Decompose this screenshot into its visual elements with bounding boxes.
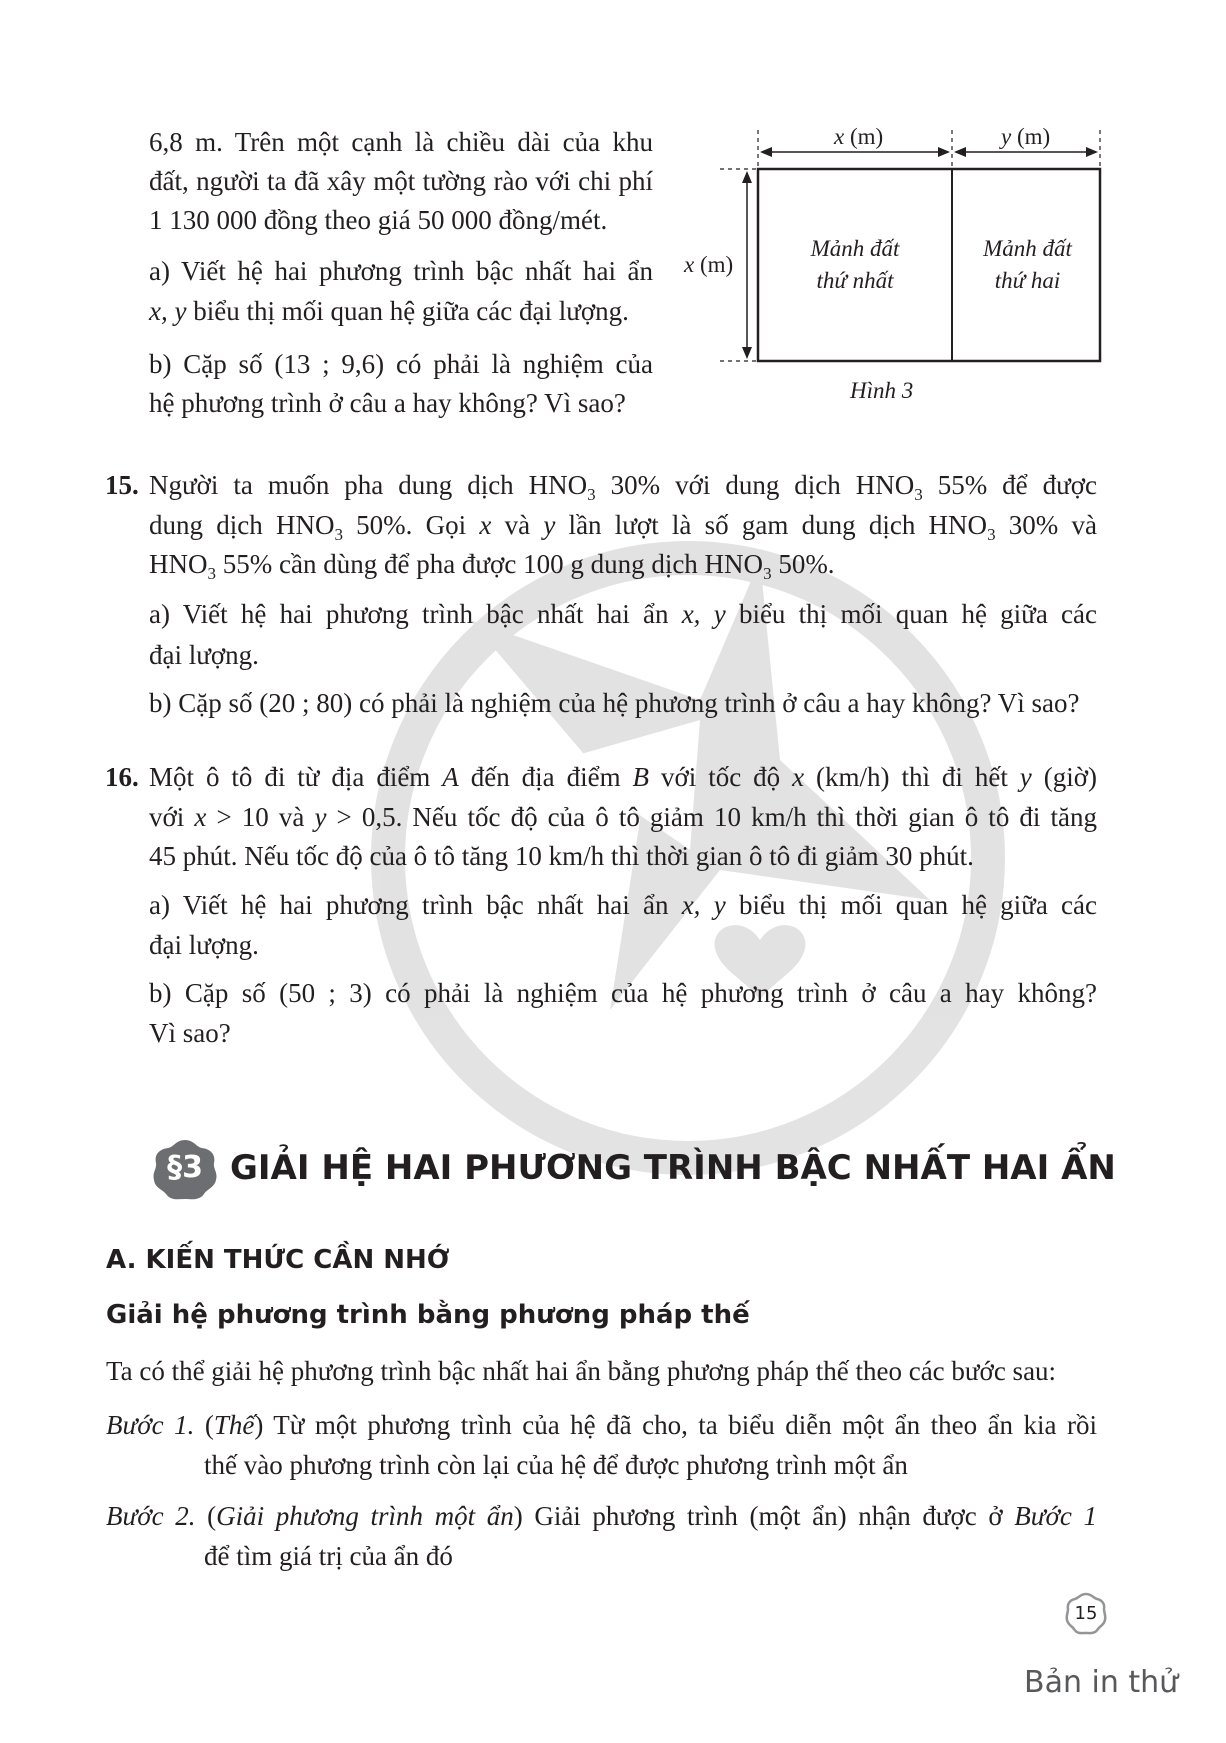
question-16-part-b-line-1: b) Cặp số (50 ; 3) có phải là nghiệm của hệ phương trình ở câu a hay không? bbox=[149, 978, 1097, 1008]
intro-part-b-line-2: hệ phương trình ở câu a hay không? Vì sao? bbox=[149, 388, 626, 418]
plot-1-label-line-1: Mảnh đất bbox=[810, 236, 900, 261]
question-15-number: 15. bbox=[105, 470, 139, 500]
var-xy: x, y bbox=[149, 296, 187, 326]
step-1-line-2: thế vào phương trình còn lại của hệ để được phương trình một ẩn bbox=[204, 1450, 908, 1480]
plot-1-label-line-2: thứ nhất bbox=[816, 268, 894, 293]
figure-label-top-y: y (m) bbox=[1001, 124, 1051, 149]
question-16-part-a-line-2: đại lượng. bbox=[149, 930, 259, 960]
step-2-line-1: Bước 2. (Giải phương trình một ẩn) Giải phương trình (một ẩn) nhận được ở Bước 1 bbox=[106, 1501, 1097, 1531]
step-2-line-2: để tìm giá trị của ẩn đó bbox=[204, 1541, 453, 1571]
method-subheading: Giải hệ phương trình bằng phương pháp thế bbox=[106, 1300, 750, 1330]
section-title: GIẢI HỆ HAI PHƯƠNG TRÌNH BẬC NHẤT HAI ẨN bbox=[230, 1148, 1116, 1188]
figure-label-left-x: x (m) bbox=[684, 252, 734, 277]
question-16-line-2: với x > 10 và y > 0,5. Nếu tốc độ của ô tô giảm 10 km/h thì thời gian ô tô đi tăng bbox=[149, 802, 1097, 832]
question-15-part-a-line-1: a) Viết hệ hai phương trình bậc nhất hai ẩn x, y biểu thị mối quan hệ giữa các bbox=[149, 599, 1098, 629]
section-badge-label: §3 bbox=[167, 1150, 203, 1185]
proof-watermark-text: Bản in thử bbox=[1024, 1665, 1179, 1700]
question-15-line-1: Người ta muốn pha dung dịch $HNO_3$ 30% với dung dịch $HNO_3$ 55% để được bbox=[149, 470, 1097, 504]
step-1-line-1: Bước 1. (Thế) Từ một phương trình của hệ đã cho, ta biểu diễn một ẩn theo ẩn kia rồi bbox=[106, 1410, 1097, 1440]
intro-part-a-line-2: x, y biểu thị mối quan hệ giữa các đại lượng. bbox=[149, 296, 629, 326]
question-15-line-3: $HNO_3$ 55% cần dùng để pha được 100 g dung dịch $HNO_3$ 50%. bbox=[149, 549, 835, 583]
question-15-part-a-line-2: đại lượng. bbox=[149, 640, 259, 670]
plot-2-label-line-2: thứ hai bbox=[994, 268, 1061, 293]
page-number bbox=[1064, 1592, 1108, 1636]
plot-2-label-line-1: Mảnh đất bbox=[983, 236, 1072, 261]
intro-line-1: 6,8 m. Trên một cạnh là chiều dài của khu bbox=[149, 127, 653, 157]
intro-part-a-line-1: a) Viết hệ hai phương trình bậc nhất hai ẩn bbox=[149, 256, 653, 286]
question-16-part-a-line-1: a) Viết hệ hai phương trình bậc nhất hai ẩn x, y biểu thị mối quan hệ giữa các bbox=[149, 890, 1098, 920]
question-15-part-b: b) Cặp số (20 ; 80) có phải là nghiệm của hệ phương trình ở câu a hay không? Vì sao? bbox=[149, 688, 1080, 718]
question-16-number: 16. bbox=[105, 762, 139, 792]
figure-label-top-x: x (m) bbox=[834, 124, 884, 149]
question-16-line-1: Một ô tô đi từ địa điểm A đến địa điểm B với tốc độ x (km/h) thì đi hết y (giờ) bbox=[149, 762, 1097, 792]
question-16-part-b-line-2: Vì sao? bbox=[149, 1018, 231, 1048]
page-number-label: 15 bbox=[1074, 1603, 1098, 1624]
intro-line-3: 1 130 000 đồng theo giá 50 000 đồng/mét. bbox=[149, 205, 608, 235]
question-15-line-2: dung dịch $HNO_3$ 50%. Gọi x và y lần lượt là số gam dung dịch $HNO_3$ 30% và bbox=[149, 510, 1098, 544]
part-a-heading: A. KIẾN THỨC CẦN NHỚ bbox=[106, 1245, 450, 1275]
intro-line-2: đất, người ta đã xây một tường rào với chi phí bbox=[149, 166, 653, 196]
figure-3-diagram bbox=[0, 0, 1226, 420]
intro-part-b-line-1: b) Cặp số (13 ; 9,6) có phải là nghiệm của bbox=[149, 349, 653, 379]
question-16-line-3: 45 phút. Nếu tốc độ của ô tô tăng 10 km/h thì thời gian ô tô đi giảm 30 phút. bbox=[149, 841, 974, 871]
method-intro: Ta có thể giải hệ phương trình bậc nhất hai ẩn bằng phương pháp thế theo các bước sau: bbox=[106, 1356, 1057, 1386]
figure-caption: Hình 3 bbox=[850, 378, 914, 403]
